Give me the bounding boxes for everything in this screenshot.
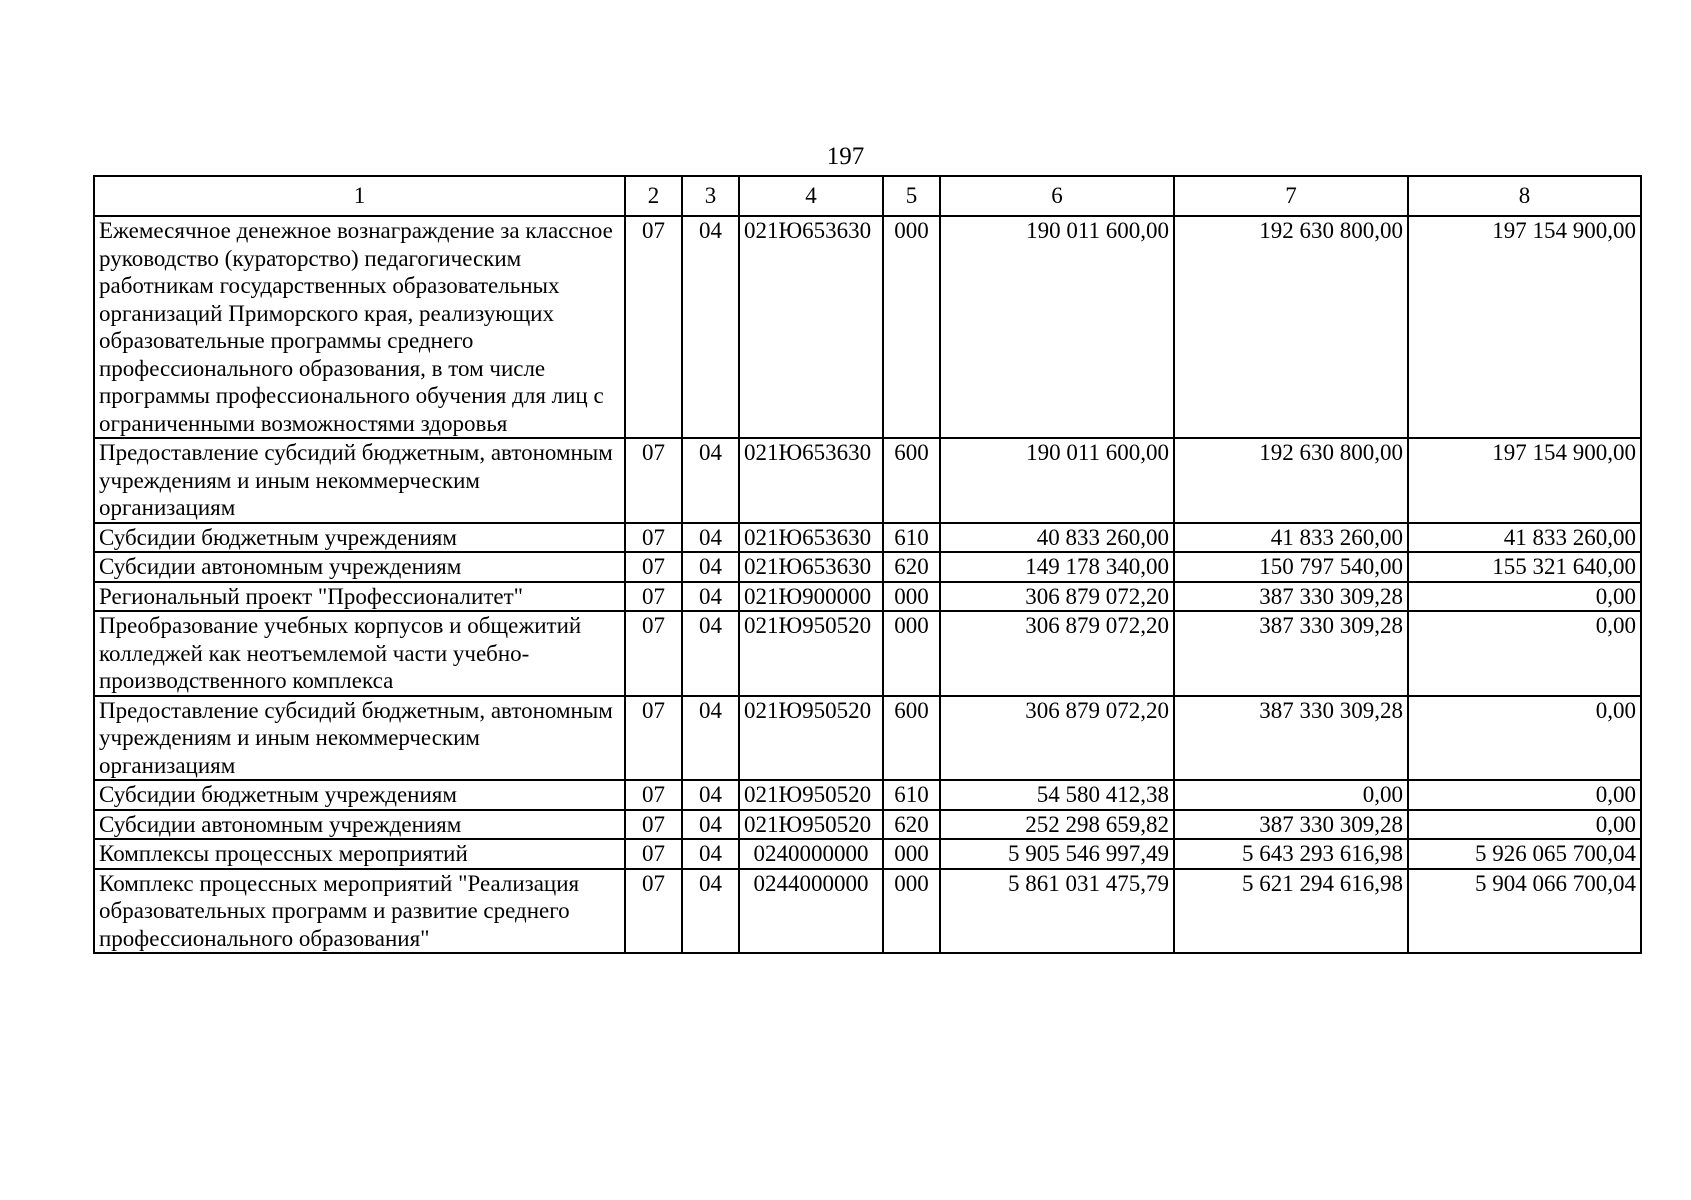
item-name: Преобразование учебных корпусов и общежитий колледжей как неотъемлемой части учебно-производственного комплекса bbox=[94, 611, 625, 696]
amount-col-6: 306 879 072,20 bbox=[940, 611, 1174, 696]
amount-col-6: 306 879 072,20 bbox=[940, 582, 1174, 612]
amount-col-8: 197 154 900,00 bbox=[1408, 438, 1641, 523]
item-name: Субсидии бюджетным учреждениям bbox=[94, 523, 625, 553]
target-article-code: 021Ю653630 bbox=[739, 523, 883, 553]
amount-col-8: 155 321 640,00 bbox=[1408, 552, 1641, 582]
section-code: 07 bbox=[625, 582, 682, 612]
amount-col-6: 252 298 659,82 bbox=[940, 810, 1174, 840]
header-cell: 1 bbox=[94, 176, 625, 216]
expense-type-code: 600 bbox=[883, 696, 940, 781]
section-code: 07 bbox=[625, 696, 682, 781]
section-code: 07 bbox=[625, 438, 682, 523]
amount-col-7: 0,00 bbox=[1174, 780, 1408, 810]
amount-col-7: 5 643 293 616,98 bbox=[1174, 839, 1408, 869]
item-name: Ежемесячное денежное вознаграждение за классное руководство (кураторство) педагогическим работникам государственных образовательных организаций Приморского края, реализующих образовательные программы среднего профессионального образования, в том числе программы профессионального обучения для лиц с ограниченными возможностями здоровья bbox=[94, 216, 625, 438]
subsection-code: 04 bbox=[682, 869, 739, 954]
amount-col-6: 5 861 031 475,79 bbox=[940, 869, 1174, 954]
expense-type-code: 620 bbox=[883, 552, 940, 582]
amount-col-8: 5 926 065 700,04 bbox=[1408, 839, 1641, 869]
section-code: 07 bbox=[625, 611, 682, 696]
subsection-code: 04 bbox=[682, 839, 739, 869]
header-cell: 8 bbox=[1408, 176, 1641, 216]
header-cell: 7 bbox=[1174, 176, 1408, 216]
section-code: 07 bbox=[625, 839, 682, 869]
amount-col-6: 190 011 600,00 bbox=[940, 438, 1174, 523]
amount-col-6: 5 905 546 997,49 bbox=[940, 839, 1174, 869]
section-code: 07 bbox=[625, 869, 682, 954]
expense-type-code: 000 bbox=[883, 839, 940, 869]
budget-table bbox=[93, 175, 1642, 954]
amount-col-7: 387 330 309,28 bbox=[1174, 611, 1408, 696]
header-cell: 2 bbox=[625, 176, 682, 216]
target-article-code: 021Ю653630 bbox=[739, 438, 883, 523]
amount-col-8: 5 904 066 700,04 bbox=[1408, 869, 1641, 954]
section-code: 07 bbox=[625, 216, 682, 438]
amount-col-6: 40 833 260,00 bbox=[940, 523, 1174, 553]
amount-col-7: 5 621 294 616,98 bbox=[1174, 869, 1408, 954]
expense-type-code: 000 bbox=[883, 582, 940, 612]
target-article-code: 021Ю653630 bbox=[739, 216, 883, 438]
subsection-code: 04 bbox=[682, 810, 739, 840]
amount-col-7: 387 330 309,28 bbox=[1174, 696, 1408, 781]
expense-type-code: 600 bbox=[883, 438, 940, 523]
subsection-code: 04 bbox=[682, 696, 739, 781]
expense-type-code: 000 bbox=[883, 216, 940, 438]
amount-col-8: 41 833 260,00 bbox=[1408, 523, 1641, 553]
expense-type-code: 610 bbox=[883, 523, 940, 553]
amount-col-6: 149 178 340,00 bbox=[940, 552, 1174, 582]
target-article-code: 021Ю653630 bbox=[739, 552, 883, 582]
subsection-code: 04 bbox=[682, 438, 739, 523]
amount-col-7: 387 330 309,28 bbox=[1174, 810, 1408, 840]
expense-type-code: 620 bbox=[883, 810, 940, 840]
subsection-code: 04 bbox=[682, 523, 739, 553]
target-article-code: 021Ю900000 bbox=[739, 582, 883, 612]
header-cell: 5 bbox=[883, 176, 940, 216]
table-row bbox=[94, 810, 1641, 840]
subsection-code: 04 bbox=[682, 216, 739, 438]
amount-col-8: 0,00 bbox=[1408, 611, 1641, 696]
item-name: Комплексы процессных мероприятий bbox=[94, 839, 625, 869]
amount-col-8: 0,00 bbox=[1408, 582, 1641, 612]
amount-col-6: 306 879 072,20 bbox=[940, 696, 1174, 781]
table-row bbox=[94, 523, 1641, 553]
target-article-code: 021Ю950520 bbox=[739, 696, 883, 781]
page-number: 197 bbox=[826, 143, 865, 170]
amount-col-8: 0,00 bbox=[1408, 810, 1641, 840]
section-code: 07 bbox=[625, 780, 682, 810]
section-code: 07 bbox=[625, 523, 682, 553]
item-name: Предоставление субсидий бюджетным, автономным учреждениям и иным некоммерческим организациям bbox=[94, 438, 625, 523]
amount-col-8: 197 154 900,00 bbox=[1408, 216, 1641, 438]
subsection-code: 04 bbox=[682, 582, 739, 612]
section-code: 07 bbox=[625, 552, 682, 582]
target-article-code: 021Ю950520 bbox=[739, 780, 883, 810]
target-article-code: 0244000000 bbox=[739, 869, 883, 954]
header-cell: 4 bbox=[739, 176, 883, 216]
item-name: Субсидии автономным учреждениям bbox=[94, 552, 625, 582]
header-cell: 6 bbox=[940, 176, 1174, 216]
target-article-code: 021Ю950520 bbox=[739, 611, 883, 696]
table-row bbox=[94, 611, 1641, 696]
expense-type-code: 000 bbox=[883, 611, 940, 696]
table-row bbox=[94, 216, 1641, 438]
amount-col-7: 150 797 540,00 bbox=[1174, 552, 1408, 582]
subsection-code: 04 bbox=[682, 780, 739, 810]
amount-col-7: 192 630 800,00 bbox=[1174, 438, 1408, 523]
amount-col-6: 54 580 412,38 bbox=[940, 780, 1174, 810]
amount-col-8: 0,00 bbox=[1408, 696, 1641, 781]
amount-col-6: 190 011 600,00 bbox=[940, 216, 1174, 438]
table-row bbox=[94, 438, 1641, 523]
section-code: 07 bbox=[625, 810, 682, 840]
table-row bbox=[94, 696, 1641, 781]
item-name: Субсидии автономным учреждениям bbox=[94, 810, 625, 840]
amount-col-7: 387 330 309,28 bbox=[1174, 582, 1408, 612]
amount-col-7: 192 630 800,00 bbox=[1174, 216, 1408, 438]
table-row bbox=[94, 582, 1641, 612]
target-article-code: 0240000000 bbox=[739, 839, 883, 869]
target-article-code: 021Ю950520 bbox=[739, 810, 883, 840]
item-name: Предоставление субсидий бюджетным, автономным учреждениям и иным некоммерческим организациям bbox=[94, 696, 625, 781]
subsection-code: 04 bbox=[682, 611, 739, 696]
amount-col-8: 0,00 bbox=[1408, 780, 1641, 810]
item-name: Региональный проект "Профессионалитет" bbox=[94, 582, 625, 612]
expense-type-code: 610 bbox=[883, 780, 940, 810]
table-row bbox=[94, 869, 1641, 954]
header-row bbox=[94, 176, 1641, 216]
table-row bbox=[94, 552, 1641, 582]
table-row bbox=[94, 780, 1641, 810]
header-cell: 3 bbox=[682, 176, 739, 216]
expense-type-code: 000 bbox=[883, 869, 940, 954]
subsection-code: 04 bbox=[682, 552, 739, 582]
table-row bbox=[94, 839, 1641, 869]
item-name: Субсидии бюджетным учреждениям bbox=[94, 780, 625, 810]
item-name: Комплекс процессных мероприятий "Реализация образовательных программ и развитие среднего профессионального образования" bbox=[94, 869, 625, 954]
amount-col-7: 41 833 260,00 bbox=[1174, 523, 1408, 553]
